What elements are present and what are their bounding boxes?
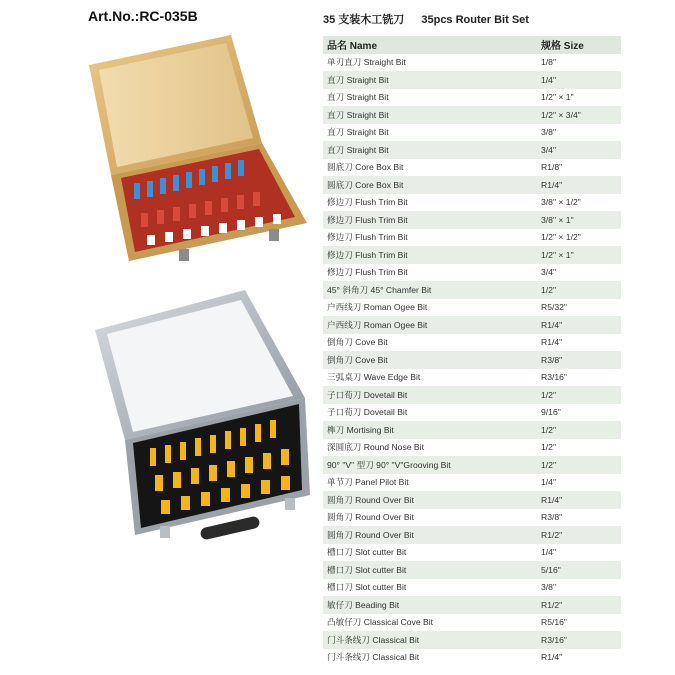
- row-name: 直刀 Straight Bit: [323, 89, 529, 107]
- row-size: 1/2" × 1/2": [529, 229, 621, 247]
- row-size: R3/16": [529, 631, 621, 649]
- row-name: 圆底刀 Core Box Bit: [323, 159, 529, 177]
- row-name: 圆底刀 Core Box Bit: [323, 176, 529, 194]
- row-size: 3/8": [529, 124, 621, 142]
- table-row: [323, 526, 621, 544]
- table-row: [323, 89, 621, 107]
- row-name: 深圆底刀 Round Nose Bit: [323, 439, 529, 457]
- row-size: R1/4": [529, 316, 621, 334]
- title-chinese: 35 支装木工铣刀: [323, 14, 405, 26]
- table-row: [323, 596, 621, 614]
- row-size: R3/16": [529, 369, 621, 387]
- row-size: R5/32": [529, 299, 621, 317]
- table-row: [323, 246, 621, 264]
- row-name: 敏仔刀 Beading Bit: [323, 596, 529, 614]
- row-size: R1/8": [529, 159, 621, 177]
- row-size: 3/8": [529, 579, 621, 597]
- row-size: 1/2": [529, 386, 621, 404]
- row-name: 修边刀 Flush Trim Bit: [323, 246, 529, 264]
- row-size: 9/16": [529, 404, 621, 422]
- row-name: 门斗条线刀 Classical Bit: [323, 631, 529, 649]
- table-row: [323, 439, 621, 457]
- table-row: [323, 386, 621, 404]
- row-size: 1/4": [529, 544, 621, 562]
- table-row: [323, 106, 621, 124]
- row-size: R3/8": [529, 509, 621, 527]
- row-size: R1/2": [529, 526, 621, 544]
- row-name: 修边刀 Flush Trim Bit: [323, 194, 529, 212]
- row-name: 门斗条线刀 Classical Bit: [323, 649, 529, 667]
- row-name: 倒角刀 Cove Bit: [323, 334, 529, 352]
- table-row: [323, 159, 621, 177]
- table-row: [323, 334, 621, 352]
- row-size: R1/2": [529, 596, 621, 614]
- row-name: 单刃直刀 Straight Bit: [323, 54, 529, 72]
- wooden-case-image: [89, 35, 307, 264]
- row-size: 1/4": [529, 71, 621, 89]
- table-row: [323, 561, 621, 579]
- table-header-row: [323, 36, 621, 54]
- row-size: 1/4": [529, 474, 621, 492]
- row-name: 圆角刀 Round Over Bit: [323, 491, 529, 509]
- row-name: 圆角刀 Round Over Bit: [323, 526, 529, 544]
- table-row: [323, 649, 621, 667]
- row-size: 1/2": [529, 456, 621, 474]
- table-row: [323, 421, 621, 439]
- table-row: [323, 491, 621, 509]
- row-name: 户西线刀 Roman Ogee Bit: [323, 316, 529, 334]
- row-name: 90° "V" 型刀 90° "V"Grooving Bit: [323, 456, 529, 474]
- table-row: [323, 281, 621, 299]
- table-row: [323, 351, 621, 369]
- row-size: R1/4": [529, 176, 621, 194]
- row-name: 直刀 Straight Bit: [323, 141, 529, 159]
- table-row: [323, 544, 621, 562]
- header-name: 品名 Name: [323, 36, 529, 54]
- row-name: 子口荀刀 Dovetail Bit: [323, 386, 529, 404]
- table-row: [323, 299, 621, 317]
- row-size: 1/2" × 1": [529, 89, 621, 107]
- row-size: 3/4": [529, 264, 621, 282]
- table-body: [323, 54, 621, 667]
- table-row: [323, 141, 621, 159]
- row-name: 槽口刀 Slot cutter Bit: [323, 544, 529, 562]
- row-name: 直刀 Straight Bit: [323, 106, 529, 124]
- row-name: 修边刀 Flush Trim Bit: [323, 264, 529, 282]
- article-number: Art.No.:RC-035B: [88, 8, 198, 24]
- table-row: [323, 124, 621, 142]
- row-name: 三弧桌刀 Wave Edge Bit: [323, 369, 529, 387]
- table-row: [323, 316, 621, 334]
- row-name: 圆角刀 Round Over Bit: [323, 509, 529, 527]
- row-size: 3/4": [529, 141, 621, 159]
- row-size: 1/2" × 1": [529, 246, 621, 264]
- row-name: 修边刀 Flush Trim Bit: [323, 211, 529, 229]
- row-size: R1/4": [529, 491, 621, 509]
- row-size: R3/8": [529, 351, 621, 369]
- row-size: 1/2": [529, 439, 621, 457]
- row-name: 直刀 Straight Bit: [323, 71, 529, 89]
- table-row: [323, 456, 621, 474]
- row-name: 子口荀刀 Dovetail Bit: [323, 404, 529, 422]
- row-size: 3/8" × 1/2": [529, 194, 621, 212]
- table-row: [323, 509, 621, 527]
- specification-table: [323, 36, 621, 666]
- row-name: 榫刀 Mortising Bit: [323, 421, 529, 439]
- title-english: 35pcs Router Bit Set: [421, 14, 529, 26]
- row-name: 槽口刀 Slot cutter Bit: [323, 579, 529, 597]
- aluminum-case-image: [95, 290, 310, 552]
- row-name: 单节刀 Panel Pilot Bit: [323, 474, 529, 492]
- row-size: R1/4": [529, 649, 621, 667]
- row-name: 凸敏仔刀 Classical Cove Bit: [323, 614, 529, 632]
- row-size: R5/16": [529, 614, 621, 632]
- table-row: [323, 71, 621, 89]
- row-name: 直刀 Straight Bit: [323, 124, 529, 142]
- table-row: [323, 614, 621, 632]
- row-size: 1/8": [529, 54, 621, 72]
- row-name: 户西线刀 Roman Ogee Bit: [323, 299, 529, 317]
- table-row: [323, 369, 621, 387]
- row-size: 3/8" × 1": [529, 211, 621, 229]
- row-size: 1/2" × 3/4": [529, 106, 621, 124]
- table-row: [323, 229, 621, 247]
- table-row: [323, 176, 621, 194]
- table-row: [323, 474, 621, 492]
- row-name: 倒角刀 Cove Bit: [323, 351, 529, 369]
- row-size: 1/2": [529, 421, 621, 439]
- table-row: [323, 54, 621, 72]
- table-row: [323, 194, 621, 212]
- table-row: [323, 211, 621, 229]
- product-title: [323, 11, 543, 27]
- row-size: R1/4": [529, 334, 621, 352]
- row-size: 5/16": [529, 561, 621, 579]
- table-row: [323, 404, 621, 422]
- table-row: [323, 579, 621, 597]
- row-name: 修边刀 Flush Trim Bit: [323, 229, 529, 247]
- row-size: 1/2": [529, 281, 621, 299]
- table-row: [323, 264, 621, 282]
- table-row: [323, 631, 621, 649]
- row-name: 45° 斜角刀 45° Chamfer Bit: [323, 281, 529, 299]
- row-name: 槽口刀 Slot cutter Bit: [323, 561, 529, 579]
- header-size: 规格 Size: [529, 36, 621, 54]
